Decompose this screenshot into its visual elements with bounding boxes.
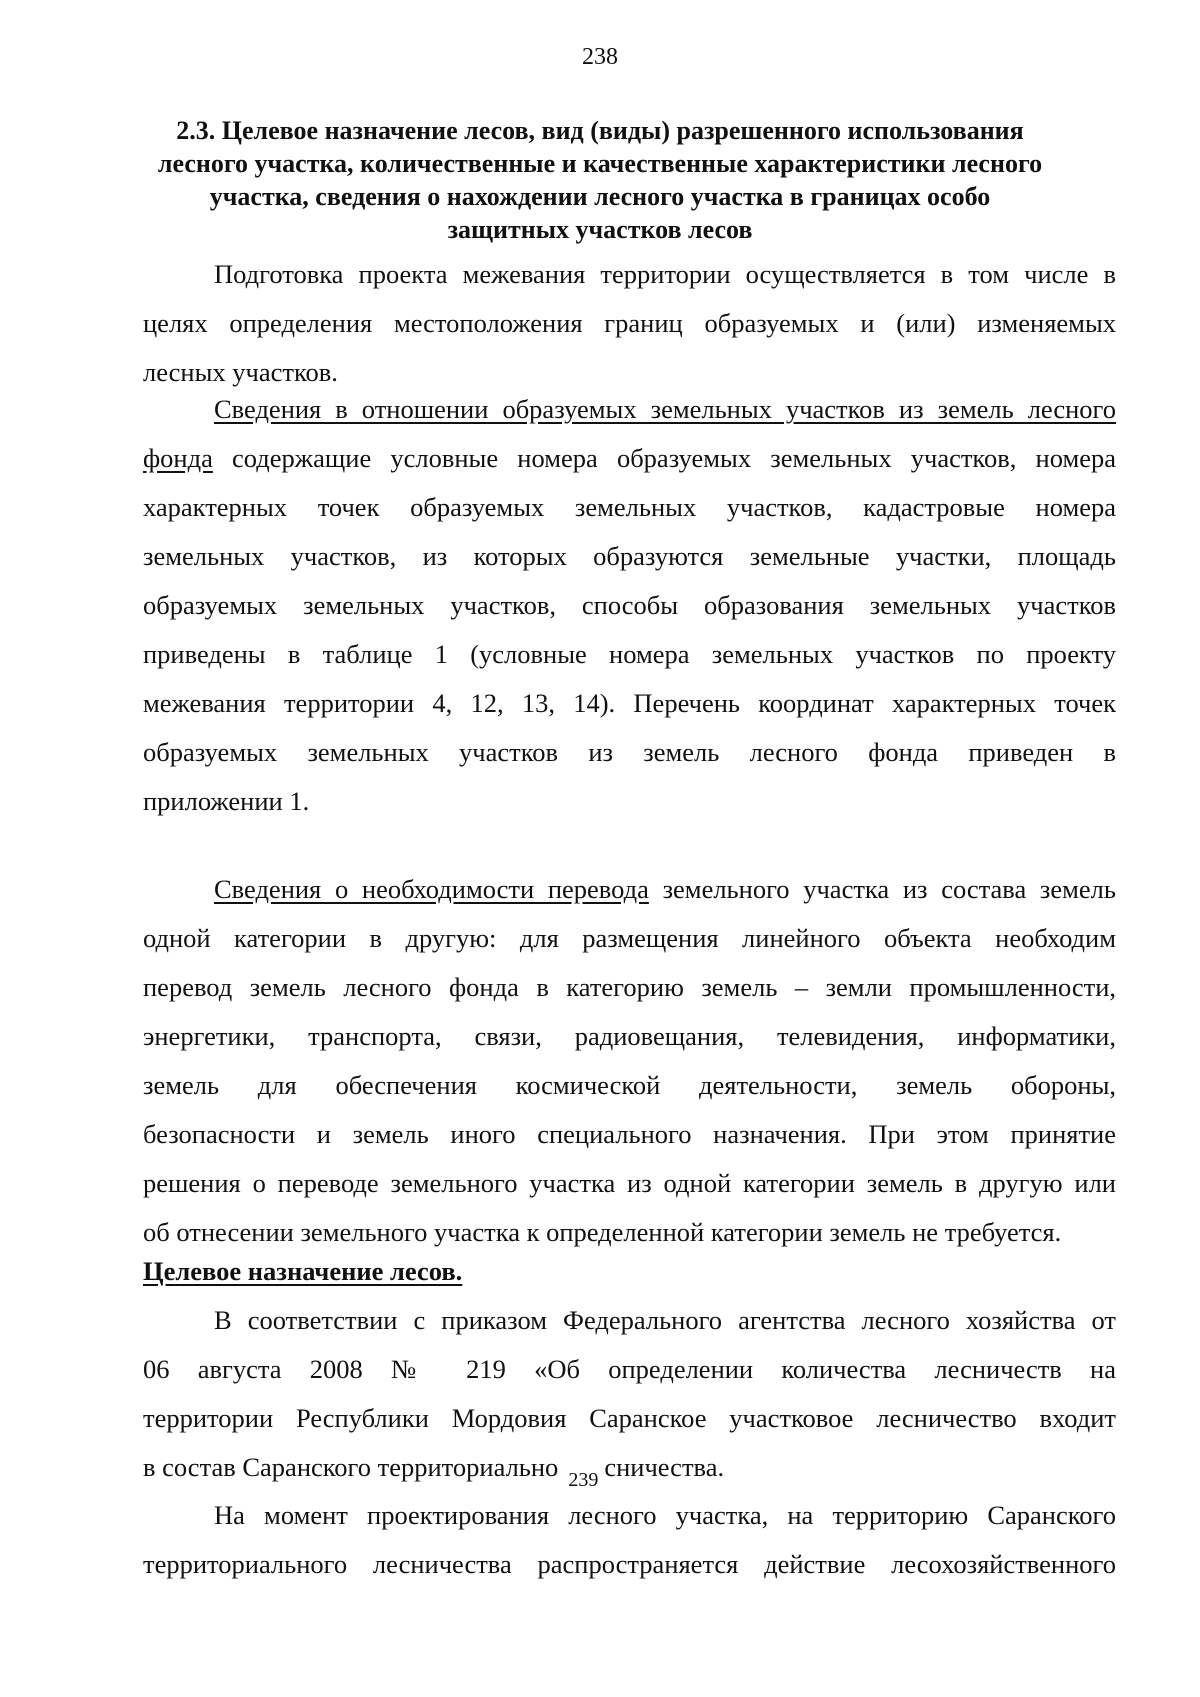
text-fragment: в состав Саранского территориально [143,1452,559,1482]
paragraph-1 [143,250,1116,397]
text-line: В соответствии с приказом Федерального агентства лесного хозяйства от [214,1305,1116,1335]
heading-line: 2.3. Целевое назначение лесов, вид (виды) разрешенного использования [176,116,1024,145]
underlined-phrase: Сведения о необходимости перевода [214,874,649,904]
text-line [143,865,1116,914]
heading-line: лесного участка, количественные и качественные характеристики лесного [157,149,1043,178]
text-line: лесных участков. [143,357,338,387]
overlay-page-number: 239 [568,1469,599,1491]
paragraph-4 [143,1296,1116,1492]
text-fragment: сничества. [604,1452,725,1482]
paragraph-3 [143,865,1116,1257]
text-line: территориального лесничества распространяется действие лесохозяйственного [143,1549,1116,1579]
text-line: приведены в таблице 1 (условные номера земельных участков по проекту [143,639,1116,669]
text-fragment: земельного участка из состава земель [648,874,1116,904]
text-line: образуемых земельных участков, способы образования земельных участков [143,590,1116,620]
paragraph-5 [143,1491,1116,1589]
text-line [143,1443,1116,1492]
text-line: территории Республики Мордовия Саранское участковое лесничество входит [143,1403,1116,1433]
text-line: образуемых земельных участков из земель лесного фонда приведен в [143,737,1116,767]
text-line: земельных участков, из которых образуются земельные участки, площадь [143,541,1116,571]
text-line: одной категории в другую: для размещения линейного объекта необходим [143,923,1116,953]
text-line: На момент проектирования лесного участка, на территорию Саранского [214,1500,1116,1530]
text-line: Подготовка проекта межевания территории осуществляется в том числе в [214,259,1116,289]
section-title: Целевое назначение лесов. [143,1256,463,1286]
section-heading [140,114,1060,246]
text-line [143,434,1116,483]
underlined-text-line: Сведения в отношении образуемых земельных участков из земель лесного [214,394,1116,424]
text-line: об отнесении земельного участка к определенной категории земель не требуется. [143,1217,1062,1247]
text-line: безопасности и земель иного специального назначения. При этом принятие [143,1119,1116,1149]
heading-line: защитных участков лесов [447,215,753,244]
paragraph-2 [143,385,1116,826]
page-number: 238 [582,44,618,70]
heading-line: участка, сведения о нахождении лесного участка в границах особо [209,182,991,211]
text-line: энергетики, транспорта, связи, радиовещания, телевидения, информатики, [143,1021,1116,1051]
underlined-word: фонда [143,443,213,473]
section-title-block [143,1247,1116,1296]
text-line: межевания территории 4, 12, 13, 14). Перечень координат характерных точек [143,688,1116,718]
text-line: перевод земель лесного фонда в категорию земель – земли промышленности, [143,972,1116,1002]
text-fragment: содержащие условные номера образуемых земельных участков, номера [212,443,1116,473]
text-line: приложении 1. [143,786,310,816]
text-line: решения о переводе земельного участка из одной категории земель в другую или [143,1168,1116,1198]
text-line: характерных точек образуемых земельных участков, кадастровые номера [143,492,1116,522]
text-line [143,1247,1116,1296]
text-line: целях определения местоположения границ образуемых и (или) изменяемых [143,308,1116,338]
text-line: 06 августа 2008 № 219 «Об определении количества лесничеств на [143,1354,1116,1384]
text-line: земель для обеспечения космической деятельности, земель обороны, [143,1070,1116,1100]
